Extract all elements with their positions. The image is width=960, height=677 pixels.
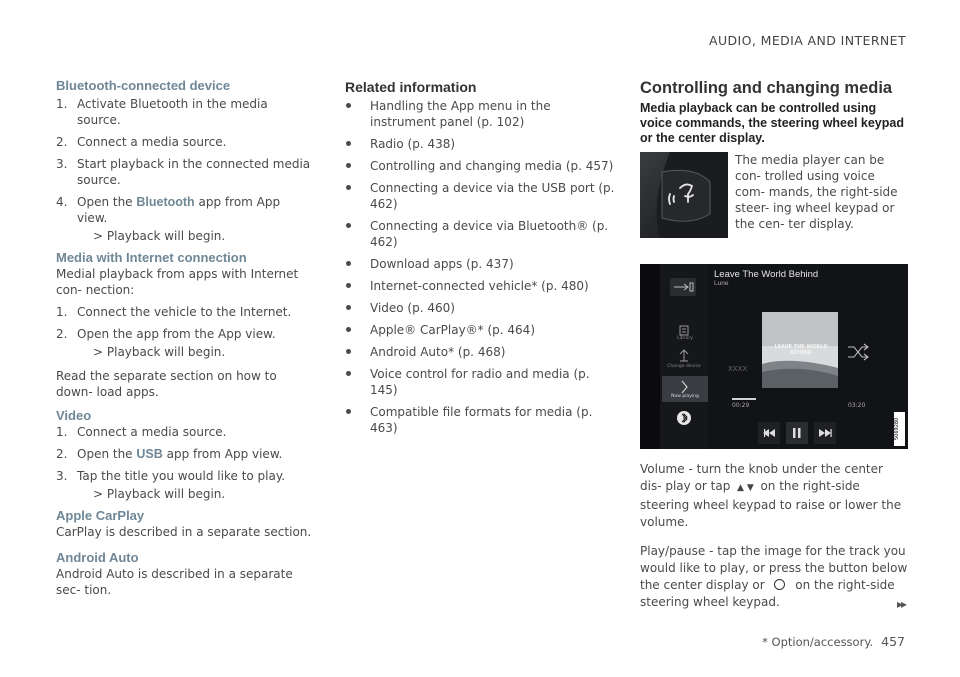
media-player-illustration (640, 264, 908, 449)
video-steps (56, 424, 314, 484)
bt-steps (56, 96, 314, 226)
bt-step-2: 2. Connect a media source. (56, 135, 227, 149)
related-heading: Related information (345, 79, 477, 95)
usb-app-label: USB (136, 447, 163, 461)
related-link[interactable]: Radio (p. 438) (345, 136, 615, 152)
inet-step-1: 1. Connect the vehicle to the Internet. (56, 305, 292, 319)
continue-arrows-icon: ▸▸ (896, 597, 905, 611)
menu-library-label: Library (677, 336, 693, 341)
related-link[interactable]: Download apps (p. 437) (345, 256, 615, 272)
volume-paragraph: Volume - turn the knob under the center dis- play or tap ▲ ▼ on the right-side steering wheel keypad to raise or lower the volume. (640, 462, 902, 529)
menu-change-device-label: Change device (667, 364, 701, 369)
related-link[interactable]: Apple® CarPlay®* (p. 464) (345, 322, 615, 338)
main-heading: Controlling and changing media (640, 79, 893, 97)
inet-intro: Medial playback from apps with Internet con- nection: (56, 267, 299, 297)
album-art-text: LEAVE THE WORLD BEHIND (774, 344, 828, 356)
inet-steps (56, 304, 314, 342)
related-link[interactable]: Voice control for radio and media (p. 145) (345, 366, 615, 398)
menu-now-playing-label: Now playing (671, 394, 699, 399)
bt-result: > Playback will begin. (93, 229, 226, 243)
track-title: Leave The World Behind (714, 269, 819, 280)
column-left (56, 78, 314, 598)
inet-heading: Media with Internet connection (56, 250, 247, 265)
related-link[interactable]: Android Auto* (p. 468) (345, 344, 615, 360)
related-link[interactable]: Handling the App menu in the instrument panel (p. 102) (345, 98, 615, 130)
related-link[interactable]: Controlling and changing media (p. 457) (345, 158, 615, 174)
related-link[interactable]: Internet-connected vehicle* (p. 480) (345, 278, 615, 294)
column-middle (345, 78, 615, 442)
lead-text: Media playback can be controlled using voice commands, the steering wheel keypad or the center display. (640, 101, 904, 145)
device-placeholder-label: XXXX (728, 365, 748, 373)
playpause-paragraph: Play/pause - tap the image for the track you would like to play, or press the button below the center display or on the right-side steering wheel keypad. (640, 544, 908, 609)
inet-result: > Playback will begin. (93, 345, 226, 359)
video-heading: Video (56, 408, 92, 423)
circle-button-icon (774, 579, 785, 590)
thumb-block (640, 152, 908, 252)
bt-step-4: 4. Open the Bluetooth app from App view. (56, 195, 281, 225)
figure-code: 5069280 (894, 417, 900, 441)
track-artist: Lune (714, 280, 729, 287)
section-header: AUDIO, MEDIA AND INTERNET (709, 33, 906, 48)
thumb-caption: The media player can be con- trolled using voice com- mands, the right-side steer- ing wheel keypad or the cen- ter display. (735, 153, 898, 231)
footnote: * Option/accessory. (762, 635, 874, 649)
inet-note: Read the separate section on how to down- load apps. (56, 369, 277, 399)
video-step-1: 1. Connect a media source. (56, 425, 227, 439)
carplay-heading: Apple CarPlay (56, 508, 145, 523)
related-list (345, 98, 615, 436)
inet-step-2: 2. Open the app from the App view. (56, 327, 276, 341)
bt-step-3: 3. Start playback in the connected media source. (56, 157, 311, 187)
bluetooth-app-label: Bluetooth (136, 195, 195, 209)
related-link[interactable]: Compatible file formats for media (p. 463) (345, 404, 615, 436)
bt-heading: Bluetooth-connected device (56, 78, 231, 93)
time-elapsed: 00:29 (732, 402, 750, 409)
voice-button-photo (640, 152, 728, 238)
android-auto-heading: Android Auto (56, 550, 139, 565)
page-footer (762, 634, 905, 649)
video-step-2: 2. Open the USB app from App view. (56, 447, 283, 461)
steering-wheel-voice-icon (640, 152, 728, 238)
media-player-screenshot (640, 264, 908, 449)
related-link[interactable]: Connecting a device via Bluetooth® (p. 462) (345, 218, 615, 250)
page-number: 457 (881, 634, 905, 649)
video-step-3: 3. Tap the title you would like to play. (56, 469, 286, 483)
bt-step-1: 1. Activate Bluetooth in the media source. (56, 97, 268, 127)
volume-up-down-icon: ▲ ▼ (734, 483, 757, 493)
video-result: > Playback will begin. (93, 487, 226, 501)
time-total: 03:20 (848, 402, 866, 409)
related-link[interactable]: Video (p. 460) (345, 300, 615, 316)
android-auto-text: Android Auto is described in a separate sec- tion. (56, 567, 293, 597)
carplay-text: CarPlay is described in a separate section. (56, 525, 312, 539)
related-link[interactable]: Connecting a device via the USB port (p. 462) (345, 180, 615, 212)
column-right (640, 78, 908, 611)
